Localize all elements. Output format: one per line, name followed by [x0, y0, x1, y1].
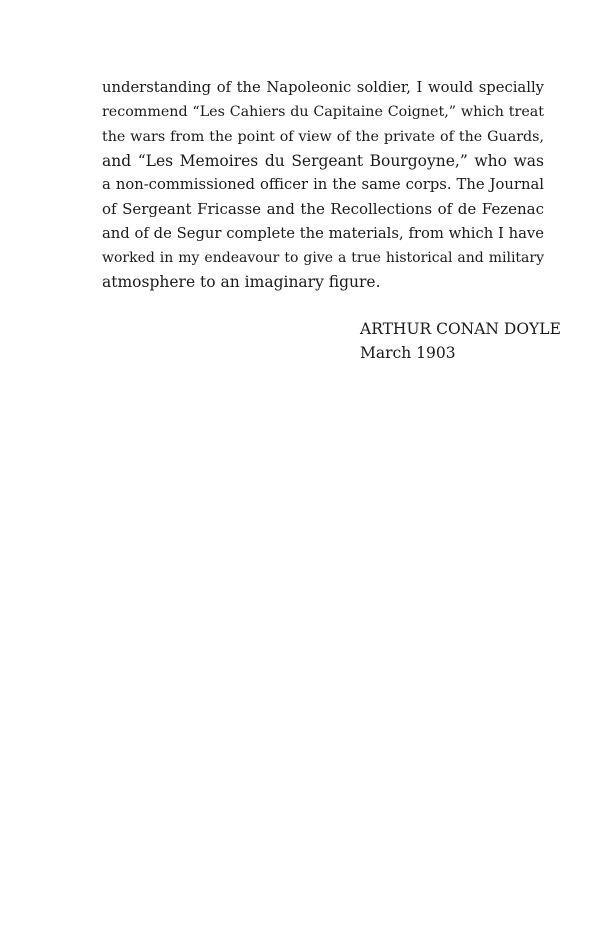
paragraph-line-1: understanding of the Napoleonic soldier, I would specially — [102, 79, 544, 96]
paragraph-line-4: and “Les Memoires du Sergeant Bourgoyne,” who was — [102, 151, 544, 170]
signature-author: ARTHUR CONAN DOYLE — [360, 320, 561, 338]
paragraph-line-5: a non-commissioned officer in the same corps. The Journal — [102, 176, 544, 194]
paragraph-line-2: recommend “Les Cahiers du Capitaine Coignet,” which treat — [102, 104, 544, 121]
paragraph-line-9: atmosphere to an imaginary figure. — [102, 273, 381, 292]
signature-date: March 1903 — [360, 344, 456, 363]
paragraph-line-7: and of de Segur complete the materials, from which I have — [102, 224, 544, 242]
body-paragraph — [102, 76, 544, 295]
signature-block — [360, 317, 561, 366]
paragraph-line-3: the wars from the point of view of the private of the Guards, — [102, 128, 544, 145]
paragraph-line-6: of Sergeant Fricasse and the Recollections of de Fezenac — [102, 200, 544, 219]
paragraph-line-8: worked in my endeavour to give a true historical and military — [102, 250, 544, 267]
